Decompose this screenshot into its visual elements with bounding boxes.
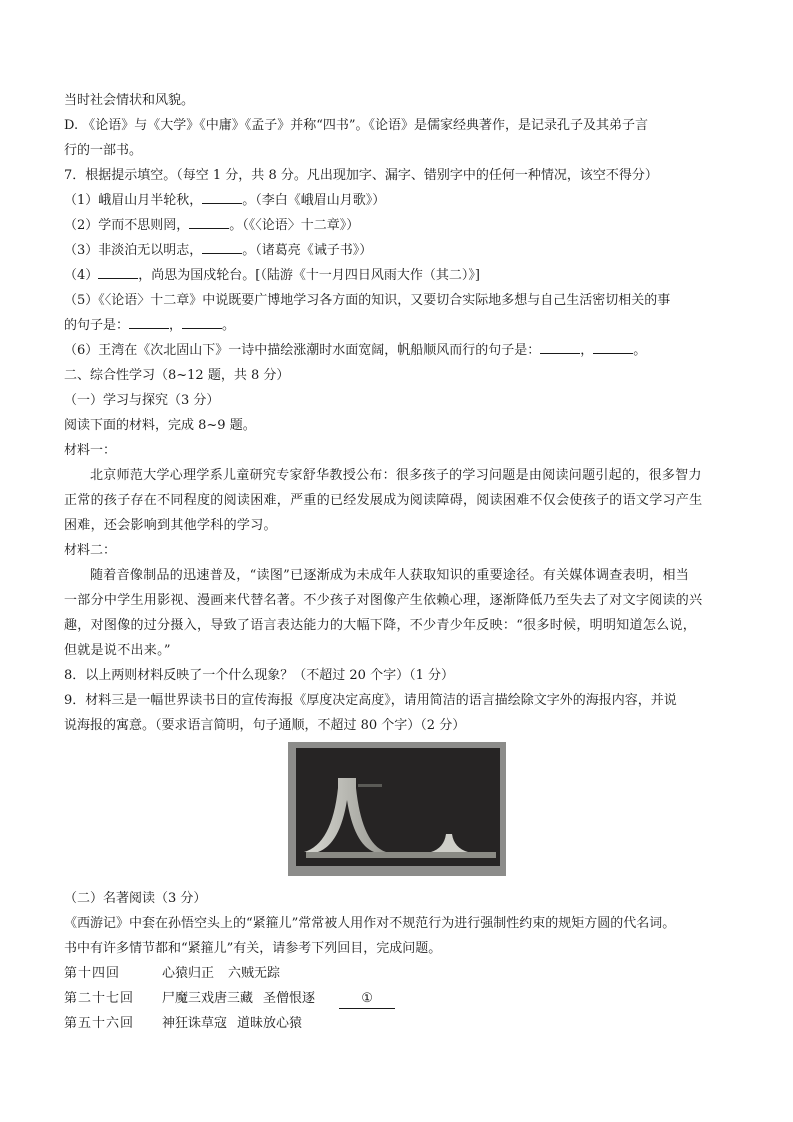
material-1-line: 正常的孩子存在不同程度的阅读困难，严重的已经发展成为阅读障碍，阅读困难不仅会使孩子的语文学习产生 — [64, 493, 703, 508]
material-2-line: 但就是说不出来。” — [64, 643, 171, 658]
chapter-title-b: 圣僧恨逐 — [263, 991, 316, 1006]
question-9: 9．材料三是一幅世界读书日的宣传海报《厚度决定高度》，请用简洁的语言描绘除文字外的海报内容，并说 — [64, 693, 677, 708]
answer-blank[interactable] — [202, 189, 242, 204]
chapter-title-a: 心猿归正 — [162, 966, 215, 981]
material-1-title: 材料一： — [64, 443, 117, 458]
poster-image — [288, 742, 506, 876]
answer-blank[interactable] — [182, 314, 222, 329]
question-9-cont: 说海报的寓意。（要求语言简明，句子通顺，不超过 80 个字）（2 分） — [64, 718, 466, 733]
chapter-row — [64, 961, 734, 986]
question-7: 7．根据提示填空。（每空 1 分，共 8 分。凡出现加字、漏字、错别字中的任何一种情况，该空不得分） — [64, 168, 658, 183]
text-line: 当时社会情状和风貌。 — [64, 93, 195, 108]
q7-item-3 — [64, 238, 734, 263]
material-2-line: 随着音像制品的迅速普及，“读图”已逐渐成为未成年人获取知识的重要途径。有关媒体调查表明，相当 — [90, 568, 690, 583]
chapter-title-a: 尸魔三戏唐三藏 — [162, 991, 254, 1006]
q7-3-text: （3）非淡泊无以明志， — [64, 243, 203, 258]
period: 。 — [633, 343, 647, 358]
question-8: 8．以上两则材料反映了一个什么现象？（不超过 20 个字）（1 分） — [64, 668, 454, 683]
answer-blank[interactable] — [540, 339, 580, 354]
chapter-title-b: 六贼无踪 — [228, 966, 281, 981]
poster-figure — [64, 738, 734, 886]
chapter-title-a: 神狂诛草寇 — [162, 1016, 228, 1031]
chapter-row — [64, 986, 734, 1011]
comma: ， — [580, 343, 594, 358]
section-2-heading: 二、综合性学习（8~12 题，共 8 分） — [64, 368, 290, 383]
q7-item-5-cont — [64, 313, 734, 338]
chapter-number: 第十四回 — [64, 966, 121, 981]
chapter-list — [64, 961, 734, 1036]
text-line: 行的一部书。 — [64, 143, 143, 158]
answer-blank-1[interactable]: ① — [339, 990, 395, 1009]
subsection-1-heading: （一）学习与探究（3 分） — [64, 393, 220, 408]
answer-blank[interactable] — [129, 314, 169, 329]
material-1-line: 北京师范大学心理学系儿童研究专家舒华教授公布：很多孩子的学习问题是由阅读问题引起的，很多智力 — [90, 468, 702, 483]
chapter-title-b: 道昧放心猿 — [237, 1016, 303, 1031]
q7-6-text: （6）王湾在《次北固山下》一诗中描绘涨潮时水面宽阔，帆船顺风而行的句子是： — [64, 343, 541, 358]
option-d: D. 《论语》与《大学》《中庸》《孟子》并称“四书”。《论语》是儒家经典著作，是记录孔子及其弟子言 — [64, 118, 649, 133]
q7-item-6 — [64, 338, 734, 363]
subsection-2-heading: （二）名著阅读（3 分） — [64, 891, 207, 906]
q7-3-source: 。（诸葛亮《诫子书》） — [242, 243, 373, 258]
comma: ， — [169, 318, 183, 333]
material-2-title: 材料二： — [64, 543, 117, 558]
answer-blank[interactable] — [189, 214, 229, 229]
book-arch-illustration — [296, 748, 500, 866]
q7-2-text: （2）学而不思则罔， — [64, 218, 190, 233]
q7-4-label: （4） — [64, 268, 99, 283]
poster-dark-background — [296, 748, 500, 866]
chapter-number: 第二十七回 — [64, 991, 135, 1006]
q7-item-5: （5）《〈论语〉十二章》中说既要广博地学习各方面的知识，又要切合实际地多想与自己生活密切相关的事 — [64, 293, 671, 308]
q7-1-text: （1）峨眉山月半轮秋， — [64, 193, 203, 208]
q7-1-source: 。（李白《峨眉山月歌》） — [242, 193, 386, 208]
material-2-line: 趣，对图像的过分摄入，导致了语言表达能力的大幅下降，不少青少年反映：“很多时候，明明知道怎么说， — [64, 618, 697, 633]
q7-5-text: 的句子是： — [64, 318, 130, 333]
xiyouji-intro-cont: 书中有许多情节都和“紧箍儿”有关，请参考下列回目，完成问题。 — [64, 941, 442, 956]
exam-page — [64, 88, 734, 1036]
answer-blank[interactable] — [593, 339, 633, 354]
period: 。 — [222, 318, 236, 333]
q7-item-4 — [64, 263, 734, 288]
material-2-line: 一部分中学生用影视、漫画来代替名著。不少孩子对图像产生依赖心理，逐渐降低乃至失去了对文字阅读的兴 — [64, 593, 703, 608]
answer-blank[interactable] — [98, 264, 138, 279]
reading-instruction: 阅读下面的材料，完成 8~9 题。 — [64, 418, 256, 433]
material-1-line: 困难，还会影响到其他学科的学习。 — [64, 518, 277, 533]
q7-item-2 — [64, 213, 734, 238]
q7-item-1 — [64, 188, 734, 213]
chapter-number: 第五十六回 — [64, 1016, 135, 1031]
q7-2-source: 。（《〈论语〉十二章》） — [229, 218, 360, 233]
q7-4-text: ，尚思为国戍轮台。[（陆游《十一月四日风雨大作（其二）》] — [138, 268, 480, 283]
answer-blank[interactable] — [202, 239, 242, 254]
chapter-row — [64, 1011, 734, 1036]
xiyouji-intro: 《西游记》中套在孙悟空头上的“紧箍儿”常常被人用作对不规范行为进行强制性约束的规矩方圆的代名词。 — [64, 916, 676, 931]
